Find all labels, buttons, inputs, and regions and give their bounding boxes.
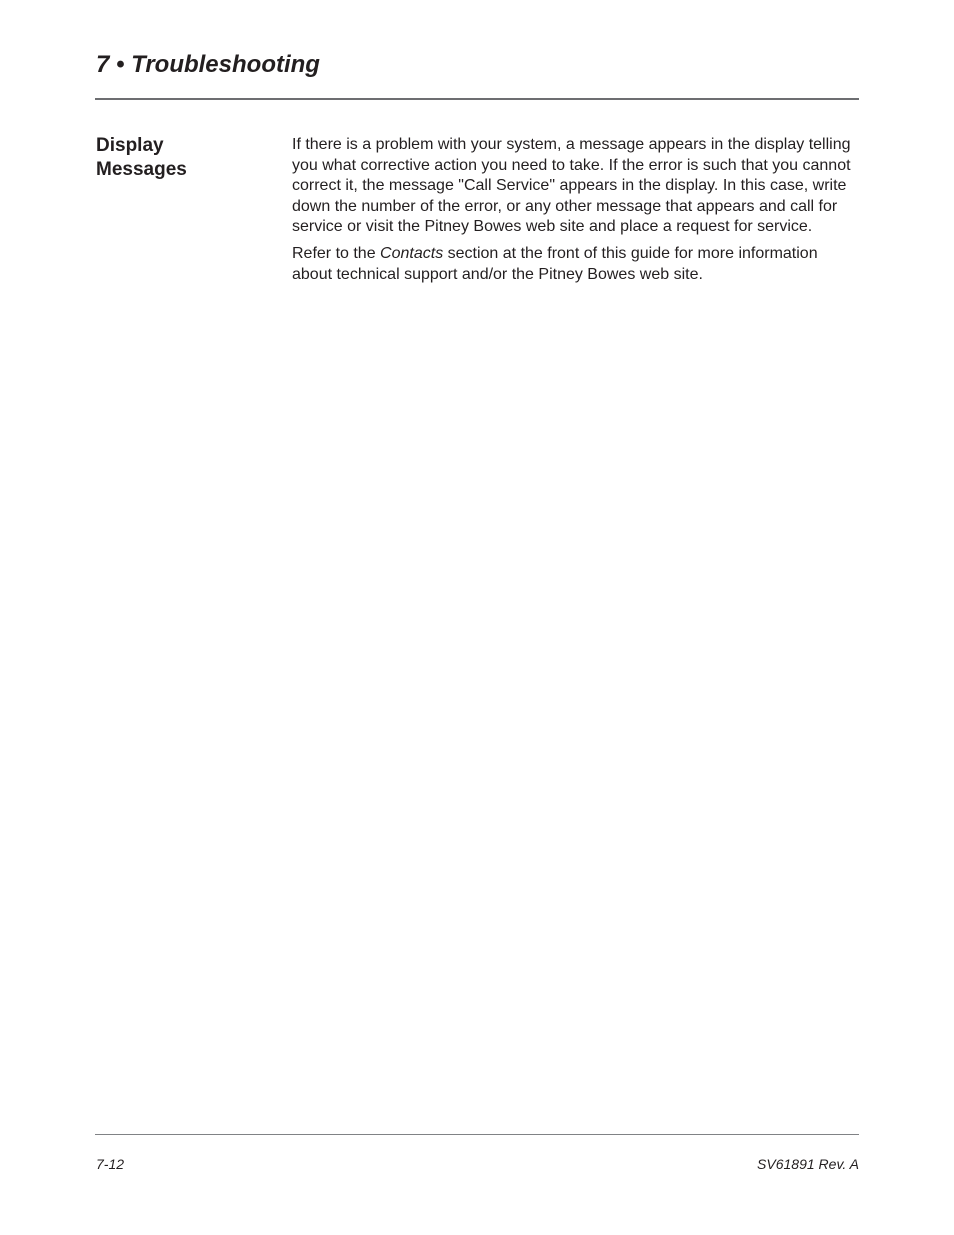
header-divider <box>95 98 859 100</box>
body-paragraph-2 <box>292 244 862 285</box>
section-body <box>292 135 862 291</box>
section-heading-line1: Display <box>96 135 164 156</box>
paragraph-2-lead: Refer to the <box>292 244 381 262</box>
footer-divider <box>95 1134 859 1135</box>
document-id: SV61891 Rev. A <box>757 1156 859 1172</box>
chapter-title: 7 • Troubleshooting <box>96 51 320 78</box>
page-number: 7-12 <box>96 1156 125 1172</box>
section-heading <box>96 134 276 182</box>
section-heading-line2: Messages <box>96 159 187 180</box>
contacts-reference: Contacts <box>380 244 444 262</box>
paragraph-2-tail: section at the front of this guide for more information about technical support and/or the Pitney Bowes web site. <box>292 244 818 283</box>
body-paragraph-1: If there is a problem with your system, a message appears in the display telling you what corrective action you need to take. If the error is such that you cannot correct it, the message "Call Service" appears in the display. In this case, write down the number of the error, or any other message that appears and call for service or visit the Pitney Bowes web site and place a request for service. <box>292 136 851 236</box>
